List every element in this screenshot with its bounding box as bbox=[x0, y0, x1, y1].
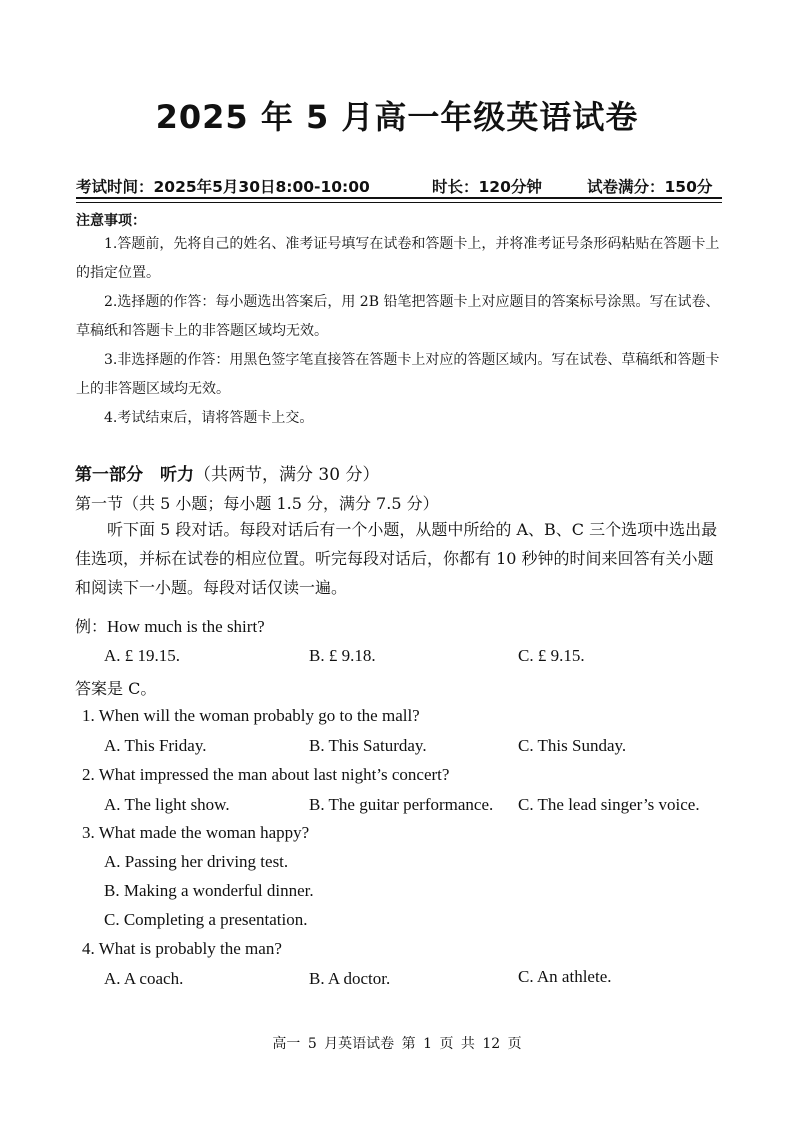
q1-option-c: C. This Sunday. bbox=[518, 736, 627, 755]
q2-option-b: B. The guitar performance. bbox=[309, 795, 494, 814]
part1-heading bbox=[75, 460, 379, 485]
exam-title: 2025 年 5 月高一年级英语试卷 bbox=[155, 98, 639, 136]
header-rule-thick bbox=[76, 197, 722, 199]
example-option-a: A. £ 19.15. bbox=[104, 646, 181, 665]
exam-time: 考试时间：2025年5月30日8:00-10:00 bbox=[76, 178, 370, 196]
question-1: 1. When will the woman probably go to the mall? bbox=[82, 706, 420, 725]
note-item-2: 2.选择题的作答：每小题选出答案后，用 2B 铅笔把答题卡上对应题目的答案标号涂黑。写在试卷、草稿纸和答题卡上的非答题区域均无效。 bbox=[76, 294, 720, 339]
part1-heading-text: 第一部分 听力 bbox=[75, 465, 194, 485]
page-footer: 高一 5 月英语试卷 第 1 页 共 12 页 bbox=[272, 1036, 522, 1052]
q4-option-a: A. A coach. bbox=[104, 969, 184, 988]
example-question: How much is the shirt? bbox=[107, 617, 265, 636]
part1-heading-note: （共两节，满分 30 分） bbox=[194, 465, 380, 485]
q4-option-c: C. An athlete. bbox=[518, 967, 612, 986]
exam-full-score: 试卷满分：150分 bbox=[587, 178, 713, 196]
listening-instructions: 听下面 5 段对话。每段对话后有一个小题，从题中所给的 A、B、C 三个选项中选出最佳选项，并标在试卷的相应位置。听完每段对话后，你都有 10 秒钟的时间来回答有关小题和阅读下一小题。每段对话仅读一遍。 bbox=[75, 520, 718, 597]
note-item-1: 1.答题前，先将自己的姓名、准考证号填写在试卷和答题卡上，并将准考证号条形码粘贴在答题卡上的指定位置。 bbox=[76, 236, 720, 281]
question-2: 2. What impressed the man about last night’s concert? bbox=[82, 765, 450, 784]
exam-info-row bbox=[76, 175, 720, 197]
header-rule-thin bbox=[76, 202, 722, 203]
q3-option-a: A. Passing her driving test. bbox=[104, 852, 289, 871]
question-4: 4. What is probably the man? bbox=[82, 939, 282, 958]
example-answer: 答案是 C。 bbox=[75, 679, 157, 698]
note-item-3: 3.非选择题的作答：用黑色签字笔直接答在答题卡上对应的答题区域内。写在试卷、草稿纸和答题卡上的非答题区域均无效。 bbox=[76, 352, 720, 397]
section1-heading: 第一节（共 5 小题；每小题 1.5 分，满分 7.5 分） bbox=[75, 494, 439, 513]
example-label: 例： bbox=[75, 617, 108, 636]
q3-option-c: C. Completing a presentation. bbox=[104, 910, 308, 929]
notes-title: 注意事项： bbox=[76, 213, 146, 229]
example-option-c: C. £ 9.15. bbox=[518, 646, 585, 665]
q1-option-b: B. This Saturday. bbox=[309, 736, 427, 755]
exam-duration: 时长：120分钟 bbox=[432, 178, 542, 196]
note-item-4: 4.考试结束后，请将答题卡上交。 bbox=[104, 410, 314, 426]
q2-option-c: C. The lead singer’s voice. bbox=[518, 795, 700, 814]
example-question-line bbox=[75, 614, 265, 637]
q4-option-b: B. A doctor. bbox=[309, 969, 391, 988]
example-option-b: B. £ 9.18. bbox=[309, 646, 376, 665]
q2-option-a: A. The light show. bbox=[104, 795, 230, 814]
q3-option-b: B. Making a wonderful dinner. bbox=[104, 881, 314, 900]
question-3: 3. What made the woman happy? bbox=[82, 823, 310, 842]
q1-option-a: A. This Friday. bbox=[104, 736, 207, 755]
